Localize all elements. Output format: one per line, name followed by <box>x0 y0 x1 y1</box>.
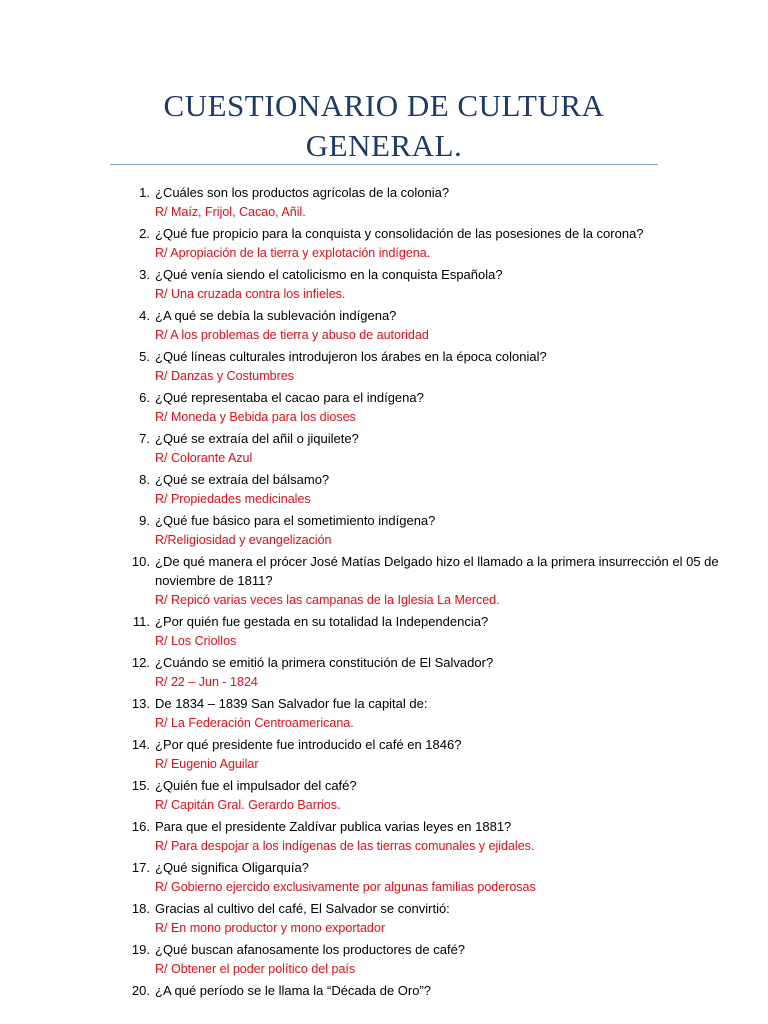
answer-text: R/ Apropiación de la tierra y explotación indígena. <box>155 246 431 260</box>
list-item <box>120 858 720 896</box>
question-text: ¿De qué manera el prócer José Matías Delgado hizo el llamado a la primera insurrección el 05 de noviembre de 1811? <box>155 554 719 588</box>
question-text: ¿Qué buscan afanosamente los productores de café? <box>155 942 466 957</box>
question-number: 1. <box>139 185 150 200</box>
question-text: De 1834 – 1839 San Salvador fue la capital de: <box>155 696 428 711</box>
list-item <box>120 653 720 691</box>
question-text: ¿Qué se extraía del bálsamo? <box>155 472 330 487</box>
answer-text: R/ Los Criollos <box>155 634 237 648</box>
question-text: ¿Qué fue básico para el sometimiento indígena? <box>155 513 436 528</box>
question-number: 17. <box>131 860 150 875</box>
list-item <box>120 694 720 732</box>
question-text: ¿A qué se debía la sublevación indígena? <box>155 308 397 323</box>
question-text: ¿Qué venía siendo el catolicismo en la conquista Española? <box>155 267 503 282</box>
question-text: ¿Qué líneas culturales introdujeron los árabes en la época colonial? <box>155 349 547 364</box>
answer-text: R/ Para despojar a los indígenas de las tierras comunales y ejidales. <box>155 839 535 853</box>
list-item <box>120 306 720 344</box>
question-number: 9. <box>139 513 150 528</box>
question-number: 2. <box>139 226 150 241</box>
question-list <box>120 183 720 1003</box>
question-number: 3. <box>139 267 150 282</box>
question-number: 7. <box>139 431 150 446</box>
answer-text: R/ 22 – Jun - 1824 <box>155 675 258 689</box>
question-number: 18. <box>131 901 150 916</box>
list-item <box>120 511 720 549</box>
answer-text: R/Religiosidad y evangelización <box>155 533 332 547</box>
question-number: 12. <box>131 655 150 670</box>
question-text: ¿Quién fue el impulsador del café? <box>155 778 357 793</box>
list-item <box>120 981 720 1000</box>
question-text: Para que el presidente Zaldívar publica varias leyes en 1881? <box>155 819 512 834</box>
answer-text: R/ Obtener el poder político del país <box>155 962 356 976</box>
answer-text: R/ A los problemas de tierra y abuso de autoridad <box>155 328 429 342</box>
answer-text: R/ Propiedades medicinales <box>155 492 311 506</box>
question-text: ¿Cuáles son los productos agrícolas de la colonia? <box>155 185 450 200</box>
list-item <box>120 347 720 385</box>
answer-text: R/ Maíz, Frijol, Cacao, Añil. <box>155 205 306 219</box>
page-title <box>110 86 658 166</box>
list-item <box>120 265 720 303</box>
list-item <box>120 899 720 937</box>
answer-text: R/ La Federación Centroamericana. <box>155 716 354 730</box>
list-item <box>120 470 720 508</box>
question-text: Gracias al cultivo del café, El Salvador se convirtió: <box>155 901 450 916</box>
list-item <box>120 612 720 650</box>
answer-text: R/ Una cruzada contra los infieles. <box>155 287 346 301</box>
question-text: ¿Qué significa Oligarquía? <box>155 860 309 875</box>
answer-text: R/ Repicó varias veces las campanas de la Iglesia La Merced. <box>155 593 500 607</box>
question-number: 8. <box>139 472 150 487</box>
question-text: ¿Qué fue propicio para la conquista y consolidación de las posesiones de la corona? <box>155 226 644 241</box>
list-item <box>120 776 720 814</box>
question-number: 14. <box>131 737 150 752</box>
question-number: 5. <box>139 349 150 364</box>
question-text: ¿A qué período se le llama la “Década de Oro”? <box>155 983 432 998</box>
answer-text: R/ Eugenio Aguilar <box>155 757 259 771</box>
question-number: 13. <box>131 696 150 711</box>
list-item <box>120 735 720 773</box>
question-number: 6. <box>139 390 150 405</box>
list-item <box>120 388 720 426</box>
answer-text: R/ Danzas y Costumbres <box>155 369 294 383</box>
question-number: 4. <box>139 308 150 323</box>
question-number: 19. <box>131 942 150 957</box>
list-item <box>120 552 720 609</box>
question-number: 20. <box>131 983 150 998</box>
question-number: 10. <box>131 554 150 569</box>
title-divider <box>110 164 658 165</box>
answer-text: R/ Capitán Gral. Gerardo Barrios. <box>155 798 341 812</box>
answer-text: R/ Colorante Azul <box>155 451 253 465</box>
question-number: 15. <box>131 778 150 793</box>
answer-text: R/ Gobierno ejercido exclusivamente por algunas familias poderosas <box>155 880 536 894</box>
question-text: ¿Qué se extraía del añil o jiquilete? <box>155 431 359 446</box>
title-line-1: CUESTIONARIO DE CULTURA <box>163 88 605 123</box>
answer-text: R/ Moneda y Bebida para los dioses <box>155 410 356 424</box>
list-item <box>120 224 720 262</box>
list-item <box>120 817 720 855</box>
question-number: 11. <box>132 614 150 629</box>
list-item <box>120 183 720 221</box>
question-text: ¿Por quién fue gestada en su totalidad la Independencia? <box>155 614 489 629</box>
list-item <box>120 429 720 467</box>
question-text: ¿Qué representaba el cacao para el indígena? <box>155 390 424 405</box>
question-number: 16. <box>131 819 150 834</box>
list-item <box>120 940 720 978</box>
question-text: ¿Cuándo se emitió la primera constitución de El Salvador? <box>155 655 494 670</box>
title-line-2: GENERAL. <box>305 128 463 163</box>
answer-text: R/ En mono productor y mono exportador <box>155 921 385 935</box>
question-text: ¿Por qué presidente fue introducido el café en 1846? <box>155 737 462 752</box>
